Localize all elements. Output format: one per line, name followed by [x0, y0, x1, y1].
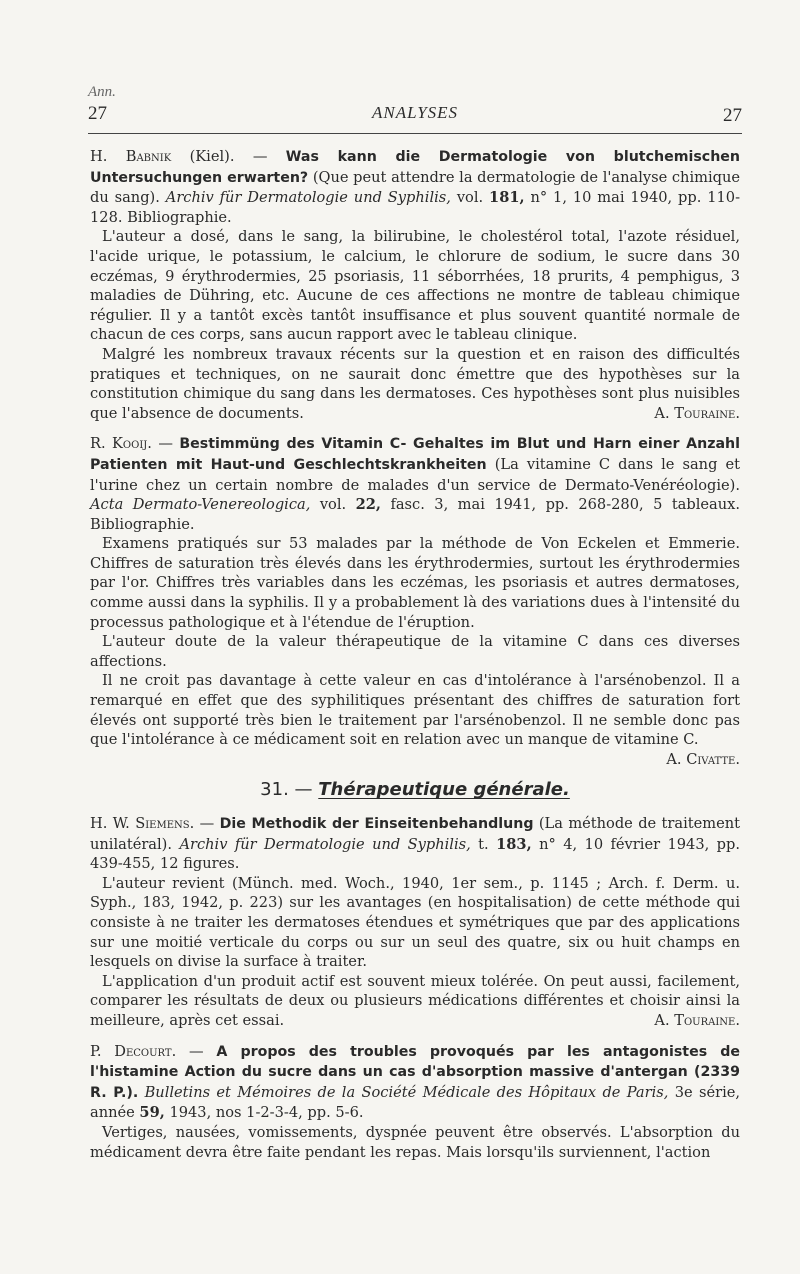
paragraph: L'auteur revient (Münch. med. Woch., 1940, 1er sem., p. 1145 ; Arch. f. Derm. u. Syph., 183, 1942, p. 223) sur les avantages (en hospitalisation) de cette méthode qui consiste à ne traiter les dermatoses étendues et symétriques que par des applications sur une moitié verticale du corps ou sur un seul des quatre, six ou huit champs en lesquels on divise la surface à traiter.	[90, 874, 740, 971]
signature: A. Touraine.	[654, 1011, 740, 1029]
volume: 59,	[139, 1104, 165, 1122]
article-translation: (Que peut attendre la dermatologie de l'analyse chimique du sang).	[90, 168, 741, 207]
section-heading: 31. — Thérapeutique générale.	[260, 779, 570, 801]
journal-name: Acta Dermato-Venereologica,	[90, 496, 311, 514]
abstract-entry	[90, 434, 740, 769]
author-name: Kooij.	[112, 435, 152, 453]
author-name: Siemens.	[135, 815, 195, 832]
paragraph: Examens pratiqués sur 53 malades par la méthode de Von Eckelen et Emmerie. Chiffres de saturation très élevés dans les érythrodermies, surtout les érythrodermies par l'or. Chiffres très variables dans les eczémas, les psoriasis et autres dermatoses, comme aussi dans la syphilis. Il y a probablement là des variations dues à l'intensité du processus pathologique et à l'étendue de l'éruption.	[90, 535, 740, 631]
author-name: Babnik	[125, 148, 172, 165]
volume: 183,	[496, 835, 532, 853]
journal-name: Bulletins et Mémoires de la Société Médicale des Hôpitaux de Paris,	[144, 1083, 669, 1101]
paragraph: Malgré les nombreux travaux récents sur la question et en raison des difficultés pratiques et techniques, on ne saurait donc émettre que des hypothèses sur la constitution chimique du sang dans les dermatoses. Ces hypothèses sont plus nuisibles que l'absence de documents. A. Touraine.	[90, 345, 740, 422]
paragraph: L'application d'un produit actif est souvent mieux tolérée. On peut aussi, facilement, comparer les résultats de deux ou plusieurs médications différentes et choisir ainsi la meilleure, après cet essai. A. Touraine.	[90, 972, 740, 1029]
article-translation: (La vitamine C dans le sang et l'urine chez un certain nombre de malades d'un service de Dermato-Venéréologie).	[90, 455, 740, 494]
volume: 181,	[489, 189, 525, 207]
volume: 22,	[355, 496, 381, 514]
signature: A. Civatte.	[666, 750, 740, 768]
reference-details: n° 1, 10 mai 1940, pp. 110-128. Bibliographie.	[90, 189, 741, 226]
paragraph: L'auteur a dosé, dans le sang, la bilirubine, le cholestérol total, l'azote résiduel, l'acide urique, le potassium, le calcium, le chlorure de sodium, le sucre dans 30 eczémas, 9 érythrodermies, 25 psoriasis, 11 séborrhées, 18 prurits, 4 pemphigus, 3 maladies de Dühring, etc. Aucune de ces affections ne montre de tableau chimique régulier. Il y a tantôt excès tantôt insuffisance et plus souvent quantité normale de chacun de ces corps, sans aucun rapport avec le tableau clinique.	[90, 228, 740, 344]
article-translation: (La méthode de traitement unilatéral).	[90, 815, 740, 853]
reference: H. Babnik (Kiel). — Was kann die Dermatologie von blutchemischen Untersuchungen erwarten? (Que peut attendre la dermatologie de l'analyse chimique du sang). Archiv für Dermatologie und Syphilis, vol. 181, n° 1, 10 mai 1940, pp. 110-128. Bibliographie.	[90, 148, 741, 226]
author-name: Decourt.	[114, 1042, 177, 1060]
paragraph: Il ne croit pas davantage à cette valeur en cas d'intolérance à l'arsénobenzol. Il a remarqué en effet que des syphilitiques présentant des chiffres de saturation fort élevés ont supporté très bien le traitement par l'arsénobenzol. Il ne semble donc pas que l'intolérance à ce médicament soit en relation avec un manque de vitamine C. A. Civatte.	[90, 672, 740, 768]
reference-details: 3e série, année	[90, 1083, 741, 1122]
paragraph: L'auteur doute de la valeur thérapeutique de la vitamine C dans ces diverses affections.	[90, 633, 740, 670]
running-header	[90, 84, 740, 136]
section-title: Thérapeutique générale.	[318, 779, 570, 801]
reference-details-2: 1943, nos 1-2-3-4, pp. 5-6.	[169, 1104, 364, 1122]
abstract-entry	[90, 1042, 740, 1163]
paragraph: Vertiges, nausées, vomissements, dyspnée peuvent être observés. L'absorption du médicament devra être faite pendant les repas. Mais lorsqu'ils surviennent, l'action	[90, 1123, 740, 1161]
header-annotation: Ann.	[88, 84, 116, 100]
signature: A. Touraine.	[654, 404, 740, 422]
article-title: Was kann die Dermatologie von blutchemischen Untersuchungen erwarten?	[90, 149, 741, 186]
author-initial: H. W.	[90, 815, 130, 832]
journal-name: Archiv für Dermatologie und Syphilis,	[165, 189, 451, 207]
reference: H. W. Siemens. — Die Methodik der Einseitenbehandlung (La méthode de traitement unilatéral). Archiv für Dermatologie und Syphilis, t. 183, n° 4, 10 février 1943, pp. 439-455, 12 figures.	[90, 815, 740, 873]
running-title: ANALYSES	[371, 103, 459, 122]
reference: R. Kooij. — Bestimmüng des Vitamin C- Gehaltes im Blut und Harn einer Anzahl Patienten mit Haut-und Geschlechtskrankheiten (La vitamine C dans le sang et l'urine chez un certain nombre de malades d'un service de Dermato-Venéréologie). Acta Dermato-Venereologica, vol. 22, fasc. 3, mai 1941, pp. 268-280, 5 tableaux. Bibliographie.	[90, 435, 741, 533]
article-title: A propos des troubles provoqués par les antagonistes de l'histamine Action du sucre dans un cas d'absorption massive d'antergan (2339 R. P.).	[90, 1043, 740, 1101]
author-initial: P.	[90, 1042, 102, 1060]
author-initial: H.	[90, 148, 108, 165]
header-rule	[88, 133, 742, 134]
author-place: (Kiel).	[189, 148, 235, 165]
journal-name: Archiv für Dermatologie und Syphilis,	[179, 835, 471, 853]
page-number-left: 27	[88, 103, 107, 124]
reference: P. Decourt. — A propos des troubles provoqués par les antagonistes de l'histamine Action du sucre dans un cas d'absorption massive d'antergan (2339 R. P.). Bulletins et Mémoires de la Société Médicale des Hôpitaux de Paris, 3e série, année 59, 1943, nos 1-2-3-4, pp. 5-6.	[90, 1042, 741, 1122]
reference-details: n° 4, 10 février 1943, pp. 439-455, 12 figures.	[90, 835, 740, 873]
author-initial: R.	[90, 435, 106, 453]
page-content	[90, 147, 740, 1173]
section-number: 31.	[260, 779, 289, 801]
abstract-entry	[90, 147, 740, 423]
article-title: Die Methodik der Einseitenbehandlung	[219, 816, 534, 832]
abstract-entry	[90, 814, 740, 1031]
page-number-right: 27	[723, 105, 742, 126]
article-title: Bestimmüng des Vitamin C- Gehaltes im Blut und Harn einer Anzahl Patienten mit Haut-und Geschlechtskrankheiten	[90, 436, 741, 473]
reference-details: fasc. 3, mai 1941, pp. 268-280, 5 tableaux. Bibliographie.	[90, 496, 740, 533]
